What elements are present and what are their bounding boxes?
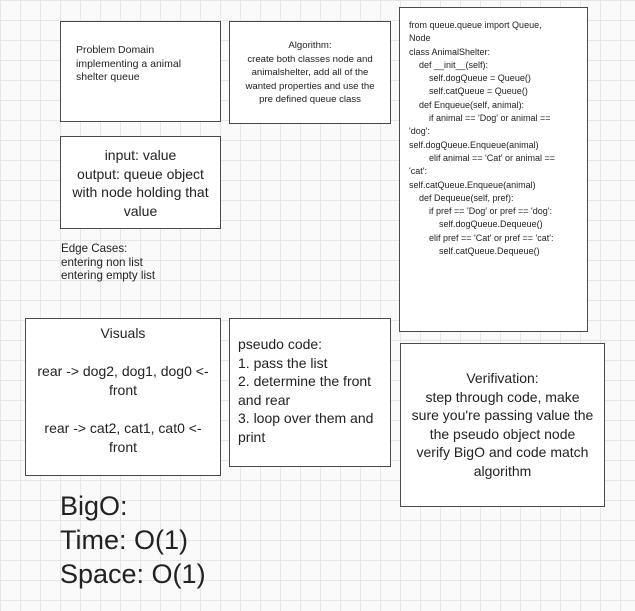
- visuals-line: front: [108, 382, 137, 398]
- edge-cases-line: Edge Cases:: [61, 242, 128, 255]
- pseudo-line: 1. pass the list: [238, 354, 328, 371]
- verification-text: [405, 369, 600, 480]
- code-line: if animal == 'Dog' or animal ==: [409, 113, 551, 124]
- code-line: self.catQueue.Enqueue(animal): [409, 179, 536, 190]
- code-line: self.dogQueue.Dequeue(): [409, 219, 543, 230]
- code-line: self.dogQueue.Enqueue(animal): [409, 139, 539, 150]
- visuals-line: rear -> cat2, cat1, cat0 <-: [44, 420, 202, 436]
- visuals-line: front: [108, 439, 137, 455]
- code-line: 'dog':: [409, 126, 430, 137]
- io-line: output: queue object: [77, 165, 204, 182]
- edge-cases-line: entering non list: [61, 255, 143, 269]
- algorithm-line: pre defined queue class: [259, 94, 361, 105]
- bigo-text[interactable]: [60, 489, 206, 591]
- code-line: elif pref == 'Cat' or pref == 'cat':: [409, 232, 554, 243]
- input-output-text: [63, 146, 218, 220]
- edge-cases-line: entering empty list: [61, 269, 156, 282]
- pseudo-line: 3. loop over them and: [238, 410, 374, 426]
- verification-line: step through code, make: [425, 388, 580, 405]
- code-line: Node: [409, 33, 431, 44]
- code-line: def __init__(self):: [409, 59, 489, 70]
- visuals-box[interactable]: [25, 318, 221, 476]
- input-output-box[interactable]: [60, 136, 221, 229]
- visuals-dog-queue: [30, 362, 216, 400]
- algorithm-line: Algorithm:: [288, 40, 332, 51]
- code-line: class AnimalShelter:: [409, 46, 491, 57]
- problem-domain-line: implementing a animal: [76, 57, 182, 70]
- code-line: elif animal == 'Cat' or animal ==: [409, 152, 556, 163]
- code-line: def Dequeue(self, pref):: [409, 192, 514, 203]
- pseudo-code-box[interactable]: [229, 318, 391, 467]
- verification-line: verify BigO and code match: [416, 444, 589, 460]
- bigo-line: Space: O(1): [60, 559, 206, 589]
- code-line: self.catQueue = Queue(): [409, 86, 528, 97]
- code-line: 'cat':: [409, 166, 427, 177]
- code-line: def Enqueue(self, animal):: [409, 99, 525, 110]
- algorithm-box[interactable]: [229, 21, 391, 124]
- bigo-line: BigO:: [60, 491, 128, 521]
- pseudo-code-text: [238, 335, 373, 446]
- verification-line: the pseudo object node: [429, 425, 576, 442]
- problem-domain-line: Problem Domain: [76, 44, 155, 56]
- edge-cases-text[interactable]: [61, 242, 155, 283]
- io-line: with node holding that: [72, 184, 209, 200]
- io-line: input: value: [104, 147, 177, 163]
- algorithm-line: create both classes node and: [247, 53, 373, 65]
- problem-domain-line: shelter queue: [76, 71, 140, 83]
- algorithm-text: [232, 39, 388, 107]
- verification-line: sure you're passing value the: [411, 407, 594, 423]
- pseudo-line: 2. determine the front: [238, 373, 372, 389]
- visuals-title: Visuals: [100, 325, 146, 341]
- visuals-line: rear -> dog2, dog1, dog0 <-: [37, 363, 209, 379]
- code-line: if pref == 'Dog' or pref == 'dog':: [409, 206, 552, 217]
- io-line: value: [123, 202, 158, 219]
- verification-line: Verifivation:: [466, 370, 539, 386]
- pseudo-line: print: [238, 428, 266, 445]
- code-box[interactable]: [399, 7, 588, 332]
- code-line: from queue.queue import Queue,: [409, 20, 542, 30]
- pseudo-line: pseudo code:: [238, 336, 323, 352]
- algorithm-line: wanted properties and use the: [245, 80, 375, 92]
- verification-box[interactable]: [400, 343, 605, 507]
- visuals-cat-queue: [30, 419, 216, 457]
- problem-domain-text: [76, 44, 181, 85]
- code-text: [409, 19, 555, 258]
- code-line: self.dogQueue = Queue(): [409, 73, 531, 84]
- pseudo-line: and rear: [238, 391, 291, 408]
- bigo-line: Time: O(1): [60, 525, 188, 555]
- code-line: self.catQueue.Dequeue(): [409, 246, 540, 257]
- problem-domain-box[interactable]: [60, 21, 221, 122]
- verification-line: algorithm: [473, 462, 532, 479]
- algorithm-line: animalshelter, add all of the: [251, 67, 369, 78]
